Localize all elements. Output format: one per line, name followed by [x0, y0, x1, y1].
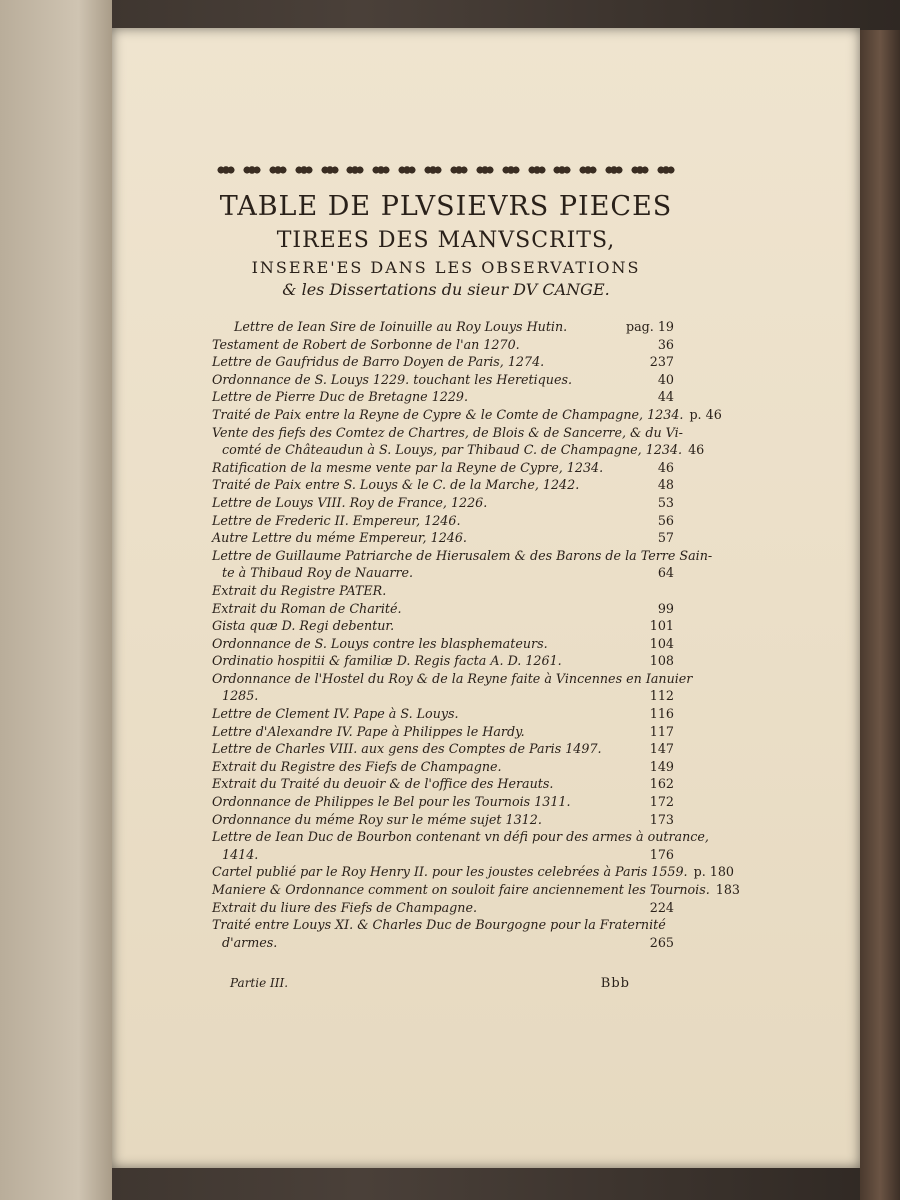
toc-entry-page: 56 [657, 512, 674, 528]
page-footer [230, 976, 630, 991]
headpiece-ornament [216, 160, 676, 180]
toc-entry [212, 318, 674, 336]
toc-entry-page: 99 [657, 600, 674, 616]
toc-entry [212, 635, 674, 653]
book-page [112, 28, 860, 1168]
toc-entry [212, 705, 674, 723]
toc-entry-page: 162 [649, 776, 674, 792]
toc-entry-title: Lettre d'Alexandre IV. Pape à Philippes le Hardy. [212, 723, 525, 739]
toc-entry-page: 46 [657, 459, 674, 475]
toc-entry-title: Traité entre Louys XI. & Charles Duc de Bourgogne pour la Fraternité [212, 917, 666, 933]
toc-entry-page: 172 [649, 794, 674, 810]
toc-entry [212, 582, 674, 600]
toc-entry [212, 388, 674, 406]
toc-entry [212, 811, 674, 829]
toc-entry-page: 237 [649, 354, 674, 370]
toc-entry [212, 758, 674, 776]
title-line-2: TIREES DES MANVSCRITS, [276, 228, 616, 253]
toc-entry [212, 793, 674, 811]
toc-entry-title: comté de Châteaudun à S. Louys, par Thibaud C. de Champagne, 1234. [222, 442, 683, 458]
toc-entry-title: Autre Lettre du méme Empereur, 1246. [212, 530, 467, 546]
table-of-contents [212, 318, 740, 951]
toc-entry-title: Extrait du liure des Fiefs de Champagne. [212, 899, 477, 915]
toc-entry-page: 36 [657, 336, 674, 352]
toc-entry-title: Ordonnance du méme Roy sur le méme sujet 1312. [212, 811, 542, 827]
toc-entry [212, 476, 674, 494]
toc-entry [212, 863, 734, 881]
toc-entry-title: Lettre de Louys VIII. Roy de France, 1226. [212, 494, 488, 510]
toc-entry-page: 57 [657, 530, 674, 546]
toc-entry-title: Ordonnance de S. Louys 1229. touchant les Heretiques. [212, 371, 573, 387]
toc-entry-title: Extrait du Registre PATER. [212, 582, 387, 598]
toc-entry [212, 723, 674, 741]
toc-entry [212, 600, 674, 618]
toc-entry-title: Lettre de Gaufridus de Barro Doyen de Paris, 1274. [212, 354, 545, 370]
title-line-4: & les Dissertations du sieur DV CANGE. [282, 280, 610, 299]
toc-entry-page: 149 [649, 758, 674, 774]
title-line-1: TABLE DE PLVSIEVRS PIECES [219, 191, 673, 222]
toc-entry-title: Lettre de Frederic II. Empereur, 1246. [212, 512, 461, 528]
toc-entry-page: 104 [649, 635, 674, 651]
toc-entry-title: Extrait du Traité du deuoir & de l'office des Herauts. [212, 776, 554, 792]
toc-entry [212, 934, 674, 952]
toc-entry-page: 224 [649, 899, 674, 915]
toc-entry-page: 53 [657, 494, 674, 510]
toc-entry-title: Extrait du Roman de Charité. [212, 600, 402, 616]
toc-entry-title: d'armes. [222, 934, 278, 950]
facing-page [0, 0, 112, 1200]
toc-entry-title: Lettre de Clement IV. Pape à S. Louys. [212, 706, 459, 722]
title-line-3: INSERE'ES DANS LES OBSERVATIONS [251, 258, 641, 277]
toc-entry [212, 406, 722, 424]
toc-entry-page: 44 [657, 389, 674, 405]
toc-entry-title: Ordonnance de l'Hostel du Roy & de la Reyne faite à Vincennes en Ianuier [212, 670, 693, 686]
toc-entry [212, 828, 709, 846]
toc-entry-page: 46 [688, 442, 705, 458]
toc-entry-page: p. 180 [693, 864, 734, 880]
part-label: Partie III. [230, 976, 289, 990]
toc-entry-title: Gista quæ D. Regi debentur. [212, 618, 395, 634]
toc-entry-page: 265 [649, 934, 674, 950]
toc-entry-title: Ratification de la mesme vente par la Reyne de Cypre, 1234. [212, 459, 604, 475]
toc-entry-title: Maniere & Ordonnance comment on souloit faire anciennement les Tournois. [212, 882, 710, 897]
toc-entry [212, 512, 674, 530]
toc-entry [212, 740, 674, 758]
toc-entry-title: Ordonnance de S. Louys contre les blasphemateurs. [212, 635, 548, 651]
toc-entry-title: Cartel publié par le Roy Henry II. pour les joustes celebrées à Paris 1559. [212, 864, 688, 880]
toc-entry-page: 147 [649, 741, 674, 757]
toc-entry-title: Traité de Paix entre S. Louys & le C. de la Marche, 1242. [212, 477, 580, 493]
toc-entry-title: Lettre de Iean Duc de Bourbon contenant vn défi pour des armes à outrance, [212, 829, 709, 845]
toc-entry-page: 108 [649, 653, 674, 669]
toc-entry-page: 183 [715, 882, 740, 897]
toc-entry-page: 173 [649, 811, 674, 827]
toc-entry [212, 441, 705, 459]
toc-entry-page: 176 [649, 846, 674, 862]
toc-entry-title: Ordinatio hospitii & familiæ D. Regis facta A. D. 1261. [212, 653, 562, 669]
toc-entry [212, 494, 674, 512]
toc-entry-title: Lettre de Guillaume Patriarche de Hierusalem & des Barons de la Terre Sain- [212, 547, 713, 563]
toc-entry [212, 652, 674, 670]
toc-entry [212, 916, 674, 934]
toc-entry [212, 846, 674, 864]
toc-entry [212, 881, 740, 899]
toc-entry [212, 899, 674, 917]
toc-entry-title: Lettre de Pierre Duc de Bretagne 1229. [212, 389, 469, 405]
toc-entry-title: Vente des fiefs des Comtez de Chartres, de Blois & de Sancerre, & du Vi- [212, 424, 683, 440]
toc-entry-page: 40 [657, 371, 674, 387]
toc-entry-title: Testament de Robert de Sorbonne de l'an 1270. [212, 336, 520, 352]
toc-entry-page: pag. 19 [625, 319, 674, 334]
toc-entry-title: te à Thibaud Roy de Nauarre. [222, 565, 414, 581]
toc-entry-page: p. 46 [689, 406, 722, 422]
toc-entry-page: 112 [649, 688, 674, 704]
toc-entry-page: 116 [649, 706, 674, 722]
toc-entry [212, 564, 674, 582]
book-cover-edge [860, 30, 900, 1200]
toc-entry [212, 424, 683, 442]
toc-entry [212, 670, 693, 688]
toc-entry-title: Lettre de Iean Sire de Ioinuille au Roy Louys Hutin. [234, 319, 568, 334]
toc-entry-page: 117 [649, 723, 674, 739]
toc-entry-page: 64 [657, 565, 674, 581]
toc-entry-page: 48 [657, 477, 674, 493]
toc-entry [212, 459, 674, 477]
toc-entry-title: Lettre de Charles VIII. aux gens des Comptes de Paris 1497. [212, 741, 602, 757]
toc-entry [212, 547, 713, 565]
toc-entry [212, 687, 674, 705]
toc-entry-title: 1285. [222, 688, 259, 704]
toc-entry [212, 353, 674, 371]
toc-entry [212, 529, 674, 547]
toc-entry-title: Extrait du Registre des Fiefs de Champagne. [212, 758, 502, 774]
signature-mark: Bbb [600, 976, 630, 991]
toc-entry-title: Traité de Paix entre la Reyne de Cypre & le Comte de Champagne, 1234. [212, 406, 684, 422]
toc-entry [212, 336, 674, 354]
toc-entry-title: 1414. [222, 846, 259, 862]
toc-entry [212, 617, 674, 635]
toc-entry [212, 775, 674, 793]
toc-entry-title: Ordonnance de Philippes le Bel pour les Tournois 1311. [212, 794, 571, 810]
toc-entry [212, 371, 674, 389]
toc-entry-page: 101 [649, 618, 674, 634]
